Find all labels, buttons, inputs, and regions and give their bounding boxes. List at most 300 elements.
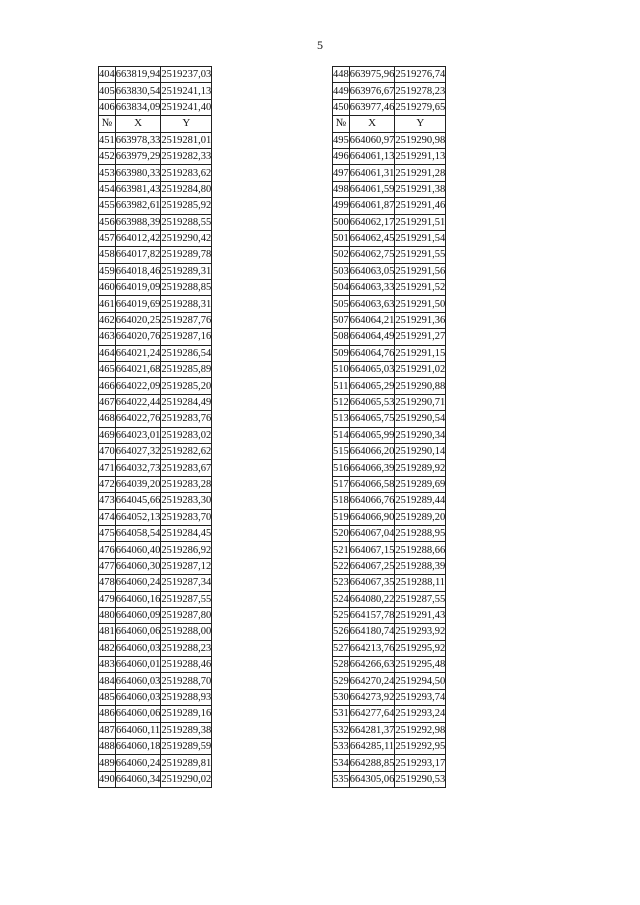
x-coordinate-cell: 664066,20 bbox=[349, 443, 395, 459]
table-row bbox=[99, 296, 212, 312]
table-row bbox=[333, 280, 446, 296]
y-coordinate-cell: 2519290,34 bbox=[395, 427, 446, 443]
table-row bbox=[333, 411, 446, 427]
y-coordinate-cell: 2519283,28 bbox=[161, 476, 212, 492]
y-coordinate-cell: 2519278,23 bbox=[395, 83, 446, 99]
table-row bbox=[333, 362, 446, 378]
coordinates-table-right bbox=[332, 66, 446, 788]
table-row bbox=[99, 443, 212, 459]
y-coordinate-cell: 2519291,02 bbox=[395, 362, 446, 378]
x-coordinate-cell: 664061,59 bbox=[349, 181, 395, 197]
y-coordinate-cell: 2519289,92 bbox=[395, 460, 446, 476]
table-row bbox=[99, 689, 212, 705]
point-number-cell: 516 bbox=[333, 460, 350, 476]
y-coordinate-cell: 2519288,11 bbox=[395, 575, 446, 591]
x-coordinate-cell: 664062,45 bbox=[349, 230, 395, 246]
y-coordinate-cell: 2519286,54 bbox=[161, 345, 212, 361]
coordinates-table-left bbox=[98, 66, 212, 788]
table-row bbox=[99, 624, 212, 640]
y-coordinate-cell: 2519289,20 bbox=[395, 509, 446, 525]
y-coordinate-cell: 2519288,55 bbox=[161, 214, 212, 230]
point-number-cell: 532 bbox=[333, 722, 350, 738]
table-row bbox=[333, 181, 446, 197]
y-coordinate-cell: 2519290,88 bbox=[395, 378, 446, 394]
y-coordinate-cell: 2519291,28 bbox=[395, 165, 446, 181]
table-row bbox=[99, 525, 212, 541]
table-row bbox=[333, 247, 446, 263]
x-coordinate-cell: 664060,34 bbox=[115, 771, 161, 787]
point-number-cell: 475 bbox=[99, 525, 116, 541]
y-coordinate-cell: 2519295,48 bbox=[395, 657, 446, 673]
point-number-cell: 525 bbox=[333, 607, 350, 623]
x-coordinate-cell: 664060,06 bbox=[115, 706, 161, 722]
x-coordinate-cell: 664288,85 bbox=[349, 755, 395, 771]
point-number-cell: 511 bbox=[333, 378, 350, 394]
x-coordinate-cell: 664060,40 bbox=[115, 542, 161, 558]
y-coordinate-cell: 2519241,40 bbox=[161, 99, 212, 115]
point-number-cell: 469 bbox=[99, 427, 116, 443]
table-row bbox=[333, 509, 446, 525]
x-coordinate-cell: 664064,21 bbox=[349, 312, 395, 328]
point-number-cell: 484 bbox=[99, 673, 116, 689]
point-number-cell: 531 bbox=[333, 706, 350, 722]
table-row bbox=[333, 673, 446, 689]
point-number-cell: 520 bbox=[333, 525, 350, 541]
point-number-cell: 513 bbox=[333, 411, 350, 427]
y-coordinate-cell: 2519276,74 bbox=[395, 67, 446, 83]
table-row bbox=[333, 296, 446, 312]
x-coordinate-cell: 664281,37 bbox=[349, 722, 395, 738]
point-number-cell: 457 bbox=[99, 230, 116, 246]
y-coordinate-cell: 2519283,67 bbox=[161, 460, 212, 476]
x-coordinate-cell: 664067,35 bbox=[349, 575, 395, 591]
x-coordinate-cell: 664067,04 bbox=[349, 525, 395, 541]
y-coordinate-cell: 2519291,54 bbox=[395, 230, 446, 246]
y-coordinate-cell: 2519287,80 bbox=[161, 607, 212, 623]
y-coordinate-cell: 2519289,59 bbox=[161, 739, 212, 755]
y-coordinate-cell: 2519287,55 bbox=[395, 591, 446, 607]
table-row bbox=[99, 722, 212, 738]
x-coordinate-cell: 664277,64 bbox=[349, 706, 395, 722]
y-coordinate-cell: 2519287,16 bbox=[161, 329, 212, 345]
point-number-cell: 451 bbox=[99, 132, 116, 148]
x-coordinate-cell: 663982,61 bbox=[115, 198, 161, 214]
y-coordinate-cell: 2519288,66 bbox=[395, 542, 446, 558]
y-coordinate-cell: 2519281,01 bbox=[161, 132, 212, 148]
table-row bbox=[333, 345, 446, 361]
point-number-cell: 479 bbox=[99, 591, 116, 607]
y-coordinate-cell: 2519287,12 bbox=[161, 558, 212, 574]
table-row bbox=[99, 427, 212, 443]
table-row bbox=[99, 476, 212, 492]
point-number-cell: 458 bbox=[99, 247, 116, 263]
y-coordinate-cell: 2519288,46 bbox=[161, 657, 212, 673]
point-number-cell: 456 bbox=[99, 214, 116, 230]
table-header-row bbox=[99, 116, 212, 132]
table-row bbox=[333, 493, 446, 509]
point-number-cell: 501 bbox=[333, 230, 350, 246]
x-coordinate-cell: 664066,90 bbox=[349, 509, 395, 525]
x-coordinate-cell: 663819,94 bbox=[115, 67, 161, 83]
table-row bbox=[99, 181, 212, 197]
y-coordinate-cell: 2519282,33 bbox=[161, 148, 212, 164]
x-coordinate-cell: 664061,31 bbox=[349, 165, 395, 181]
table-row bbox=[99, 263, 212, 279]
y-coordinate-cell: 2519283,70 bbox=[161, 509, 212, 525]
y-coordinate-cell: 2519287,34 bbox=[161, 575, 212, 591]
x-coordinate-cell: 664058,54 bbox=[115, 525, 161, 541]
table-row bbox=[99, 771, 212, 787]
x-coordinate-cell: 664065,53 bbox=[349, 394, 395, 410]
table-row bbox=[99, 460, 212, 476]
y-coordinate-cell: 2519290,54 bbox=[395, 411, 446, 427]
page-number: 5 bbox=[317, 38, 323, 52]
y-coordinate-cell: 2519293,24 bbox=[395, 706, 446, 722]
y-coordinate-cell: 2519279,65 bbox=[395, 99, 446, 115]
point-number-cell: 483 bbox=[99, 657, 116, 673]
table-row bbox=[333, 263, 446, 279]
table-row bbox=[333, 329, 446, 345]
point-number-cell: 452 bbox=[99, 148, 116, 164]
y-coordinate-cell: 2519289,38 bbox=[161, 722, 212, 738]
x-coordinate-cell: 664062,75 bbox=[349, 247, 395, 263]
point-number-cell: 512 bbox=[333, 394, 350, 410]
table-row bbox=[333, 476, 446, 492]
point-number-cell: 450 bbox=[333, 99, 350, 115]
table-row bbox=[333, 755, 446, 771]
point-number-cell: 488 bbox=[99, 739, 116, 755]
x-coordinate-cell: 664027,32 bbox=[115, 443, 161, 459]
x-coordinate-cell: 663980,33 bbox=[115, 165, 161, 181]
y-coordinate-cell: 2519289,16 bbox=[161, 706, 212, 722]
point-number-cell: 498 bbox=[333, 181, 350, 197]
point-number-cell: 502 bbox=[333, 247, 350, 263]
x-coordinate-cell: 664063,63 bbox=[349, 296, 395, 312]
point-number-cell: 533 bbox=[333, 739, 350, 755]
point-number-cell: 528 bbox=[333, 657, 350, 673]
table-row bbox=[333, 99, 446, 115]
table-row bbox=[333, 132, 446, 148]
x-coordinate-cell: 664020,76 bbox=[115, 329, 161, 345]
table-row bbox=[333, 525, 446, 541]
x-coordinate-cell: 664213,76 bbox=[349, 640, 395, 656]
y-coordinate-cell: 2519288,39 bbox=[395, 558, 446, 574]
table-row bbox=[333, 443, 446, 459]
x-coordinate-cell: 663834,09 bbox=[115, 99, 161, 115]
table-row bbox=[333, 706, 446, 722]
table-row bbox=[99, 198, 212, 214]
x-coordinate-cell: 663977,46 bbox=[349, 99, 395, 115]
column-header-number: № bbox=[333, 116, 350, 132]
point-number-cell: 462 bbox=[99, 312, 116, 328]
point-number-cell: 507 bbox=[333, 312, 350, 328]
point-number-cell: 490 bbox=[99, 771, 116, 787]
table-row bbox=[99, 591, 212, 607]
table-row bbox=[99, 575, 212, 591]
y-coordinate-cell: 2519289,44 bbox=[395, 493, 446, 509]
y-coordinate-cell: 2519290,02 bbox=[161, 771, 212, 787]
y-coordinate-cell: 2519294,50 bbox=[395, 673, 446, 689]
table-row bbox=[333, 312, 446, 328]
x-coordinate-cell: 664060,06 bbox=[115, 624, 161, 640]
point-number-cell: 449 bbox=[333, 83, 350, 99]
y-coordinate-cell: 2519237,03 bbox=[161, 67, 212, 83]
y-coordinate-cell: 2519282,62 bbox=[161, 443, 212, 459]
table-row bbox=[99, 132, 212, 148]
x-coordinate-cell: 664060,24 bbox=[115, 575, 161, 591]
x-coordinate-cell: 664045,66 bbox=[115, 493, 161, 509]
x-coordinate-cell: 664032,73 bbox=[115, 460, 161, 476]
y-coordinate-cell: 2519291,38 bbox=[395, 181, 446, 197]
table-row bbox=[333, 214, 446, 230]
x-coordinate-cell: 664060,01 bbox=[115, 657, 161, 673]
y-coordinate-cell: 2519287,76 bbox=[161, 312, 212, 328]
x-coordinate-cell: 664060,09 bbox=[115, 607, 161, 623]
x-coordinate-cell: 664065,99 bbox=[349, 427, 395, 443]
x-coordinate-cell: 664065,75 bbox=[349, 411, 395, 427]
x-coordinate-cell: 664019,09 bbox=[115, 280, 161, 296]
point-number-cell: 530 bbox=[333, 689, 350, 705]
y-coordinate-cell: 2519283,62 bbox=[161, 165, 212, 181]
table-row bbox=[99, 493, 212, 509]
point-number-cell: 405 bbox=[99, 83, 116, 99]
x-coordinate-cell: 664023,01 bbox=[115, 427, 161, 443]
point-number-cell: 459 bbox=[99, 263, 116, 279]
x-coordinate-cell: 664180,74 bbox=[349, 624, 395, 640]
y-coordinate-cell: 2519291,36 bbox=[395, 312, 446, 328]
point-number-cell: 465 bbox=[99, 362, 116, 378]
x-coordinate-cell: 663979,29 bbox=[115, 148, 161, 164]
x-coordinate-cell: 664060,11 bbox=[115, 722, 161, 738]
table-row bbox=[99, 378, 212, 394]
point-number-cell: 474 bbox=[99, 509, 116, 525]
table-row bbox=[99, 345, 212, 361]
x-coordinate-cell: 664063,05 bbox=[349, 263, 395, 279]
x-coordinate-cell: 664065,03 bbox=[349, 362, 395, 378]
point-number-cell: 535 bbox=[333, 771, 350, 787]
point-number-cell: 517 bbox=[333, 476, 350, 492]
table-row bbox=[333, 607, 446, 623]
x-coordinate-cell: 664060,03 bbox=[115, 673, 161, 689]
point-number-cell: 529 bbox=[333, 673, 350, 689]
x-coordinate-cell: 664060,30 bbox=[115, 558, 161, 574]
y-coordinate-cell: 2519290,71 bbox=[395, 394, 446, 410]
y-coordinate-cell: 2519241,13 bbox=[161, 83, 212, 99]
table-row bbox=[99, 67, 212, 83]
x-coordinate-cell: 664021,68 bbox=[115, 362, 161, 378]
point-number-cell: 518 bbox=[333, 493, 350, 509]
table-row bbox=[333, 624, 446, 640]
x-coordinate-cell: 664060,18 bbox=[115, 739, 161, 755]
x-coordinate-cell: 664060,97 bbox=[349, 132, 395, 148]
point-number-cell: 455 bbox=[99, 198, 116, 214]
y-coordinate-cell: 2519283,02 bbox=[161, 427, 212, 443]
y-coordinate-cell: 2519283,30 bbox=[161, 493, 212, 509]
x-coordinate-cell: 664266,63 bbox=[349, 657, 395, 673]
x-coordinate-cell: 664060,24 bbox=[115, 755, 161, 771]
table-row bbox=[333, 558, 446, 574]
y-coordinate-cell: 2519293,74 bbox=[395, 689, 446, 705]
column-header-number: № bbox=[99, 116, 116, 132]
y-coordinate-cell: 2519289,69 bbox=[395, 476, 446, 492]
point-number-cell: 463 bbox=[99, 329, 116, 345]
point-number-cell: 495 bbox=[333, 132, 350, 148]
table-row bbox=[333, 739, 446, 755]
y-coordinate-cell: 2519285,92 bbox=[161, 198, 212, 214]
table-row bbox=[99, 394, 212, 410]
point-number-cell: 515 bbox=[333, 443, 350, 459]
y-coordinate-cell: 2519290,98 bbox=[395, 132, 446, 148]
point-number-cell: 504 bbox=[333, 280, 350, 296]
y-coordinate-cell: 2519285,20 bbox=[161, 378, 212, 394]
x-coordinate-cell: 664285,11 bbox=[349, 739, 395, 755]
table-row bbox=[99, 214, 212, 230]
y-coordinate-cell: 2519291,55 bbox=[395, 247, 446, 263]
table-row bbox=[99, 542, 212, 558]
y-coordinate-cell: 2519290,14 bbox=[395, 443, 446, 459]
y-coordinate-cell: 2519288,00 bbox=[161, 624, 212, 640]
x-coordinate-cell: 664064,76 bbox=[349, 345, 395, 361]
point-number-cell: 499 bbox=[333, 198, 350, 214]
x-coordinate-cell: 664022,44 bbox=[115, 394, 161, 410]
y-coordinate-cell: 2519291,50 bbox=[395, 296, 446, 312]
point-number-cell: 497 bbox=[333, 165, 350, 181]
point-number-cell: 471 bbox=[99, 460, 116, 476]
x-coordinate-cell: 663976,67 bbox=[349, 83, 395, 99]
table-row bbox=[99, 558, 212, 574]
y-coordinate-cell: 2519287,55 bbox=[161, 591, 212, 607]
table-row bbox=[333, 657, 446, 673]
table-row bbox=[333, 460, 446, 476]
table-row bbox=[99, 640, 212, 656]
point-number-cell: 500 bbox=[333, 214, 350, 230]
point-number-cell: 466 bbox=[99, 378, 116, 394]
table-row bbox=[99, 509, 212, 525]
table-row bbox=[333, 230, 446, 246]
y-coordinate-cell: 2519288,85 bbox=[161, 280, 212, 296]
table-row bbox=[99, 329, 212, 345]
x-coordinate-cell: 664021,24 bbox=[115, 345, 161, 361]
table-row bbox=[333, 689, 446, 705]
table-row bbox=[333, 591, 446, 607]
table-row bbox=[333, 542, 446, 558]
y-coordinate-cell: 2519291,56 bbox=[395, 263, 446, 279]
x-coordinate-cell: 663830,54 bbox=[115, 83, 161, 99]
point-number-cell: 523 bbox=[333, 575, 350, 591]
table-row bbox=[99, 165, 212, 181]
x-coordinate-cell: 664066,39 bbox=[349, 460, 395, 476]
table-row bbox=[333, 722, 446, 738]
x-coordinate-cell: 664062,17 bbox=[349, 214, 395, 230]
y-coordinate-cell: 2519288,95 bbox=[395, 525, 446, 541]
y-coordinate-cell: 2519293,92 bbox=[395, 624, 446, 640]
x-coordinate-cell: 664022,76 bbox=[115, 411, 161, 427]
y-coordinate-cell: 2519291,13 bbox=[395, 148, 446, 164]
x-coordinate-cell: 664067,25 bbox=[349, 558, 395, 574]
point-number-cell: 489 bbox=[99, 755, 116, 771]
point-number-cell: 514 bbox=[333, 427, 350, 443]
table-row bbox=[99, 280, 212, 296]
point-number-cell: 482 bbox=[99, 640, 116, 656]
point-number-cell: 464 bbox=[99, 345, 116, 361]
point-number-cell: 522 bbox=[333, 558, 350, 574]
x-coordinate-cell: 664305,06 bbox=[349, 771, 395, 787]
x-coordinate-cell: 664063,33 bbox=[349, 280, 395, 296]
column-header-x: X bbox=[115, 116, 161, 132]
y-coordinate-cell: 2519283,76 bbox=[161, 411, 212, 427]
table-row bbox=[333, 83, 446, 99]
x-coordinate-cell: 664273,92 bbox=[349, 689, 395, 705]
point-number-cell: 473 bbox=[99, 493, 116, 509]
x-coordinate-cell: 664060,16 bbox=[115, 591, 161, 607]
point-number-cell: 468 bbox=[99, 411, 116, 427]
point-number-cell: 534 bbox=[333, 755, 350, 771]
x-coordinate-cell: 664017,82 bbox=[115, 247, 161, 263]
table-row bbox=[333, 165, 446, 181]
y-coordinate-cell: 2519290,42 bbox=[161, 230, 212, 246]
point-number-cell: 524 bbox=[333, 591, 350, 607]
table-row bbox=[99, 362, 212, 378]
x-coordinate-cell: 664061,13 bbox=[349, 148, 395, 164]
x-coordinate-cell: 663981,43 bbox=[115, 181, 161, 197]
point-number-cell: 454 bbox=[99, 181, 116, 197]
y-coordinate-cell: 2519288,31 bbox=[161, 296, 212, 312]
point-number-cell: 521 bbox=[333, 542, 350, 558]
column-header-y: Y bbox=[161, 116, 212, 132]
point-number-cell: 509 bbox=[333, 345, 350, 361]
point-number-cell: 526 bbox=[333, 624, 350, 640]
point-number-cell: 487 bbox=[99, 722, 116, 738]
x-coordinate-cell: 664066,76 bbox=[349, 493, 395, 509]
y-coordinate-cell: 2519291,43 bbox=[395, 607, 446, 623]
table-row bbox=[99, 673, 212, 689]
table-row bbox=[99, 148, 212, 164]
x-coordinate-cell: 664020,25 bbox=[115, 312, 161, 328]
point-number-cell: 476 bbox=[99, 542, 116, 558]
y-coordinate-cell: 2519284,45 bbox=[161, 525, 212, 541]
table-row bbox=[333, 67, 446, 83]
point-number-cell: 478 bbox=[99, 575, 116, 591]
point-number-cell: 503 bbox=[333, 263, 350, 279]
point-number-cell: 448 bbox=[333, 67, 350, 83]
y-coordinate-cell: 2519289,78 bbox=[161, 247, 212, 263]
x-coordinate-cell: 664012,42 bbox=[115, 230, 161, 246]
point-number-cell: 480 bbox=[99, 607, 116, 623]
x-coordinate-cell: 663975,96 bbox=[349, 67, 395, 83]
y-coordinate-cell: 2519288,93 bbox=[161, 689, 212, 705]
point-number-cell: 485 bbox=[99, 689, 116, 705]
table-row bbox=[99, 83, 212, 99]
y-coordinate-cell: 2519295,92 bbox=[395, 640, 446, 656]
table-row bbox=[99, 739, 212, 755]
table-row bbox=[99, 411, 212, 427]
point-number-cell: 460 bbox=[99, 280, 116, 296]
x-coordinate-cell: 664157,78 bbox=[349, 607, 395, 623]
y-coordinate-cell: 2519291,51 bbox=[395, 214, 446, 230]
point-number-cell: 527 bbox=[333, 640, 350, 656]
y-coordinate-cell: 2519291,27 bbox=[395, 329, 446, 345]
table-row bbox=[333, 575, 446, 591]
y-coordinate-cell: 2519288,70 bbox=[161, 673, 212, 689]
table-row bbox=[99, 657, 212, 673]
x-coordinate-cell: 664064,49 bbox=[349, 329, 395, 345]
point-number-cell: 472 bbox=[99, 476, 116, 492]
y-coordinate-cell: 2519290,53 bbox=[395, 771, 446, 787]
table-row bbox=[99, 755, 212, 771]
table-row bbox=[333, 640, 446, 656]
x-coordinate-cell: 664052,13 bbox=[115, 509, 161, 525]
point-number-cell: 477 bbox=[99, 558, 116, 574]
